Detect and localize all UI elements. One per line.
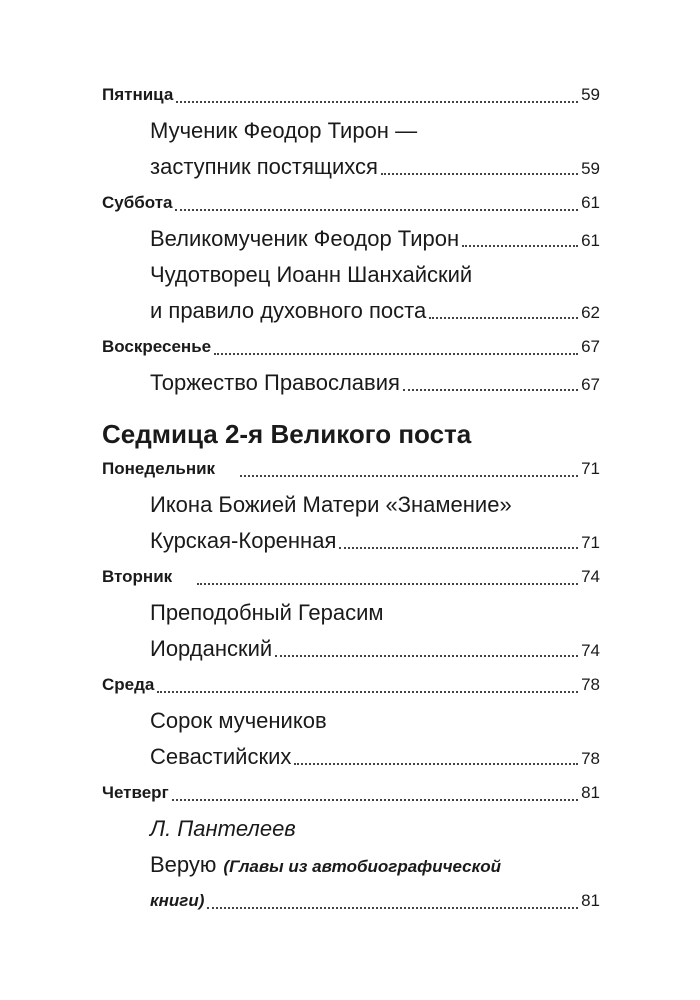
day-label: Суббота xyxy=(102,193,173,212)
toc-entry-line[interactable] xyxy=(102,228,600,250)
day-label: Понедельник xyxy=(102,459,216,478)
toc-entry-saturday[interactable] xyxy=(102,192,600,214)
page-number: 67 xyxy=(581,375,600,394)
leader-dots xyxy=(381,173,578,175)
page-number: 78 xyxy=(581,675,600,694)
toc-entry-line[interactable] xyxy=(102,890,600,912)
toc-entry-friday[interactable] xyxy=(102,84,600,106)
leader-dots xyxy=(462,245,578,247)
entry-title: Верую xyxy=(150,852,217,877)
entry-title: Чудотворец Иоанн Шанхайский xyxy=(150,262,473,287)
entry-title: Торжество Православия xyxy=(150,370,400,395)
toc-entry-line[interactable] xyxy=(102,746,600,768)
toc-entry-line[interactable] xyxy=(102,530,600,552)
day-label: Четверг xyxy=(102,783,169,802)
entry-title: Севастийских xyxy=(150,744,292,769)
page-number: 61 xyxy=(581,231,600,250)
leader-dots xyxy=(214,353,578,355)
entry-title: Преподобный Герасим xyxy=(150,600,384,625)
toc-entry-wednesday[interactable] xyxy=(102,674,600,696)
day-label: Среда xyxy=(102,675,155,694)
toc-entry-thursday[interactable] xyxy=(102,782,600,804)
page-number: 67 xyxy=(581,337,600,356)
page-number: 71 xyxy=(581,533,600,552)
page-number: 61 xyxy=(581,193,600,212)
entry-note: книги) xyxy=(150,891,205,910)
toc-entry-line[interactable] xyxy=(102,156,600,178)
leader-dots xyxy=(172,799,578,801)
entry-note: (Главы из автобиографической xyxy=(223,857,501,876)
entry-title: Великомученик Феодор Тирон xyxy=(150,226,460,251)
entry-title: заступник постящихся xyxy=(150,154,378,179)
page-number: 81 xyxy=(581,891,600,910)
page-number: 59 xyxy=(581,85,600,104)
leader-dots xyxy=(157,691,578,693)
day-label: Воскресенье xyxy=(102,337,212,356)
entry-title: Икона Божией Матери «Знамение» xyxy=(150,492,512,517)
page-number: 59 xyxy=(581,159,600,178)
leader-dots xyxy=(275,655,578,657)
toc-entry-line[interactable] xyxy=(102,120,600,142)
leader-dots xyxy=(176,101,578,103)
entry-title: Курская-Коренная xyxy=(150,528,337,553)
day-label: Вторник xyxy=(102,567,173,586)
leader-dots xyxy=(207,907,578,909)
toc-entry-line[interactable] xyxy=(102,372,600,394)
leader-dots xyxy=(197,583,578,585)
leader-dots xyxy=(294,763,578,765)
page-number: 74 xyxy=(581,641,600,660)
page-number: 62 xyxy=(581,303,600,322)
toc-entry-line[interactable] xyxy=(102,300,600,322)
leader-dots xyxy=(403,389,578,391)
page-number: 78 xyxy=(581,749,600,768)
leader-dots xyxy=(175,209,578,211)
entry-title: и правило духовного поста xyxy=(150,298,427,323)
table-of-contents xyxy=(102,84,600,926)
entry-title: Иорданский xyxy=(150,636,273,661)
toc-entry-line[interactable] xyxy=(102,854,600,876)
day-label: Пятница xyxy=(102,85,174,104)
entry-title: Сорок мучеников xyxy=(150,708,327,733)
toc-entry-line[interactable] xyxy=(102,638,600,660)
toc-entry-line[interactable] xyxy=(102,264,600,286)
toc-entry-line[interactable] xyxy=(102,602,600,624)
author-name: Л. Пантелеев xyxy=(150,816,296,841)
toc-entry-sunday[interactable] xyxy=(102,336,600,358)
page-number: 71 xyxy=(581,459,600,478)
toc-entry-tuesday[interactable] xyxy=(102,566,600,588)
page-number: 74 xyxy=(581,567,600,586)
toc-entry-monday[interactable] xyxy=(102,458,600,480)
leader-dots xyxy=(240,475,578,477)
toc-entry-line[interactable] xyxy=(102,494,600,516)
page-number: 81 xyxy=(581,783,600,802)
entry-title: Мученик Феодор Тирон — xyxy=(150,118,418,143)
toc-entry-line[interactable] xyxy=(102,710,600,732)
toc-entry-author[interactable] xyxy=(102,818,600,840)
leader-dots xyxy=(429,317,578,319)
leader-dots xyxy=(339,547,578,549)
section-heading-week-2: Седмица 2-я Великого поста xyxy=(102,419,472,449)
